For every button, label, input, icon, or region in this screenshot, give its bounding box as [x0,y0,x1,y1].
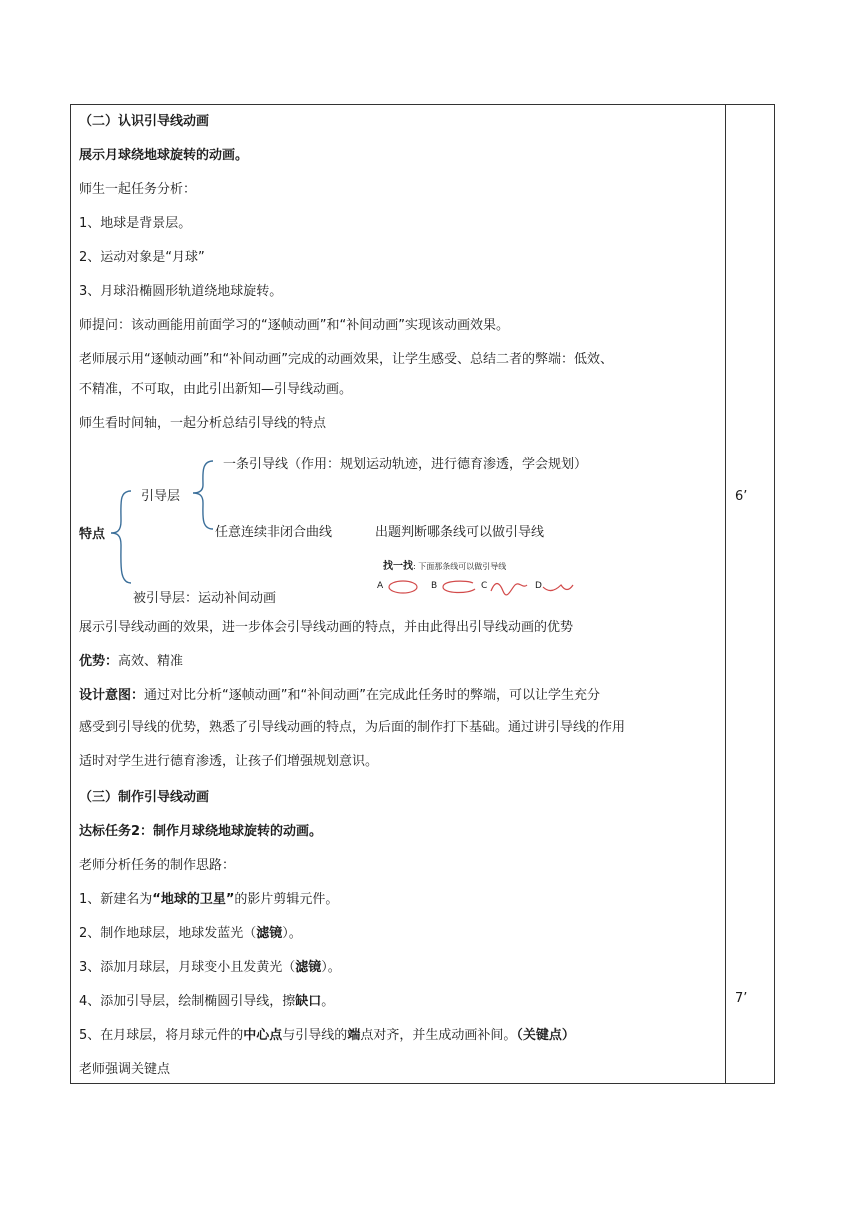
column-divider [725,105,726,1083]
text-line: 师生看时间轴，一起分析总结引导线的特点 [79,416,327,431]
step-5: 5、在月球层，将月球元件的中心点与引导线的端点对齐，并生成动画补间。（关键点） [79,1028,575,1043]
text-line: 2、运动对象是“月球” [79,250,205,265]
text-line: 不精准，不可取，由此引出新知—引导线动画。 [79,382,353,397]
time-6: 6’ [735,489,748,504]
option-b: B [431,581,438,591]
advantage-line: 优势：高效、精准 [79,654,184,669]
guided-layer-label: 被引导层：运动补间动画 [133,591,277,606]
text-line: 1、地球是背景层。 [79,216,192,231]
doodle-curve-d [543,585,573,591]
doodle-open-ellipse-b [443,581,475,592]
option-a: A [377,581,384,591]
step-4: 4、添加引导层，绘制椭圆引导线，擦缺口。 [79,994,335,1009]
lesson-table [70,104,775,1084]
intent-line: 设计意图：通过对比分析“逐帧动画”和“补间动画”在完成此任务时的弊端，可以让学生充分 [79,688,600,703]
option-d: D [535,581,542,591]
diagram-root: 特点 [79,527,106,542]
task-heading: 达标任务2：制作月球绕地球旋转的动画。 [79,824,323,839]
text-line: 师生一起任务分析： [79,182,197,197]
text-line: 3、月球沿椭圆形轨道绕地球旋转。 [79,284,283,299]
question-note: 出题判断哪条线可以做引导线 [375,525,545,540]
text-line: 老师强调关键点 [79,1062,171,1077]
section-heading-2: （二）认识引导线动画 [79,114,210,129]
section-heading-3: （三）制作引导线动画 [79,790,210,805]
step-1: 1、新建名为“地球的卫星”的影片剪辑元件。 [79,892,339,907]
text-line: 适时对学生进行德育渗透，让孩子们增强规划意识。 [79,754,379,769]
step-2: 2、制作地球层，地球发蓝光（滤镜）。 [79,926,302,941]
guide-layer-label: 引导层 [141,489,181,504]
time-7: 7’ [735,991,748,1006]
find-title: 找一找: 下面那条线可以做引导线 [383,561,507,572]
doodle-wave-c [491,584,527,595]
text-line: 师提问：该动画能用前面学习的“逐帧动画”和“补间动画”实现该动画效果。 [79,318,509,333]
step-3: 3、添加月球层，月球变小且发黄光（滤镜）。 [79,960,341,975]
text-line: 感受到引导线的优势，熟悉了引导线动画的特点，为后面的制作打下基础。通过讲引导线的作用 [79,720,626,735]
curve-note: 任意连续非闭合曲线 [215,525,333,540]
guide-line-note: 一条引导线（作用：规划运动轨迹，进行德育渗透，学会规划） [223,457,588,472]
text-line: 展示引导线动画的效果，进一步体会引导线动画的特点，并由此得出引导线动画的优势 [79,620,574,635]
text-line: 老师分析任务的制作思路： [79,858,236,873]
option-c: C [481,581,488,591]
features-diagram [71,445,725,605]
doodle-ellipse-a [389,581,417,593]
text-line: 老师展示用“逐帧动画”和“补间动画”完成的动画效果，让学生感受、总结二者的弊端：低效、 [79,352,613,367]
demo-heading: 展示月球绕地球旋转的动画。 [79,148,249,163]
